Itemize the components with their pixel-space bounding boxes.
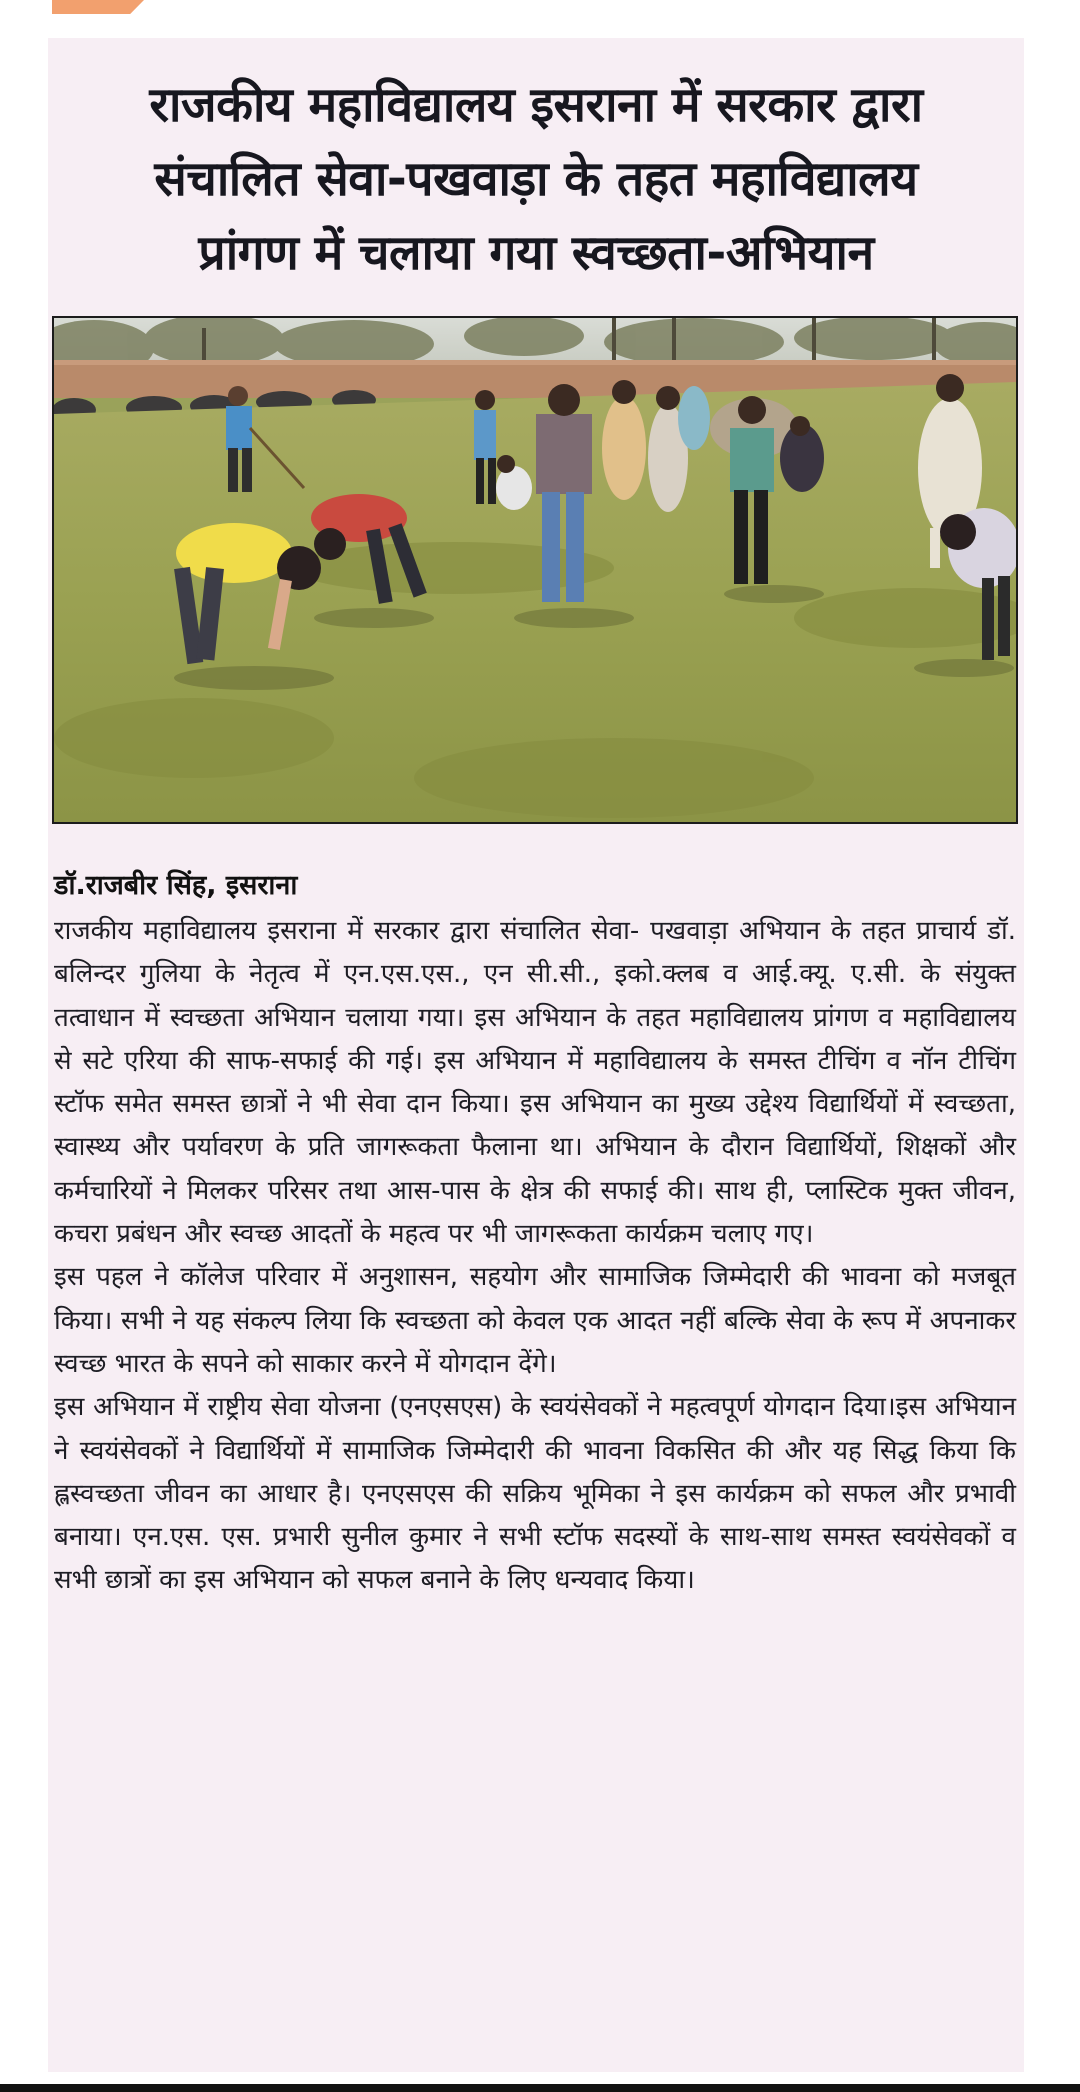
bottom-rule — [0, 2084, 1080, 2092]
paragraph-3: इस अभियान में राष्ट्रीय सेवा योजना (एनएसएस) के स्वयंसेवकों ने महत्वपूर्ण योगदान दिया।इस अभियान ने स्वयंसेवकों ने विद्यार्थियों में सामाजिक जिम्मेदारी की भावना विकसित की और यह सिद्ध किया कि ह्लस्वच्छता जीवन का आधार है। एनएसएस की सक्रिय भूमिका ने इस कार्यक्रम को सफल और प्रभावी बनाया। एन.एस. एस. प्रभारी सुनील कुमार ने सभी स्टॉफ सदस्यों के साथ-साथ समस्त स्वयंसेवकों व सभी छात्रों का इस अभियान को सफल बनाने के लिए धन्यवाद किया। — [54, 1392, 1016, 1596]
photo-image — [54, 318, 1016, 822]
news-photo — [52, 316, 1018, 824]
article-body — [54, 910, 1016, 1603]
headline-line-3: प्रांगण में चलाया गया स्वच्छता-अभियान — [198, 225, 874, 281]
paragraph-1: राजकीय महाविद्यालय इसराना में सरकार द्वारा संचालित सेवा- पखवाड़ा अभियान के तहत प्राचार्य डॉ. बलिन्दर गुलिया के नेतृत्व में एन.एस.एस., एन सी.सी., इको.क्लब व आई.क्यू. ए.सी. के संयुक्त तत्वाधान में स्वच्छता अभियान चलाया गया। इस अभियान के तहत महाविद्यालय प्रांगण व महाविद्यालय से सटे एरिया की साफ-सफाई की गई। इस अभियान में महाविद्यालय के समस्त टीचिंग व नॉन टीचिंग स्टॉफ समेत समस्त छात्रों ने भी सेवा दान किया। इस अभियान का मुख्य उद्देश्य विद्यार्थियों में स्वच्छता, स्वास्थ्य और पर्यावरण के प्रति जागरूकता फैलाना था। अभियान के दौरान विद्यार्थियों, शिक्षकों और कर्मचारियों ने मिलकर परिसर तथा आस-पास के क्षेत्र की सफाई की। साथ ही, प्लास्टिक मुक्त जीवन, कचरा प्रबंधन और स्वच्छ आदतों के महत्व पर भी जागरूकता कार्यक्रम चलाए गए। — [54, 916, 1016, 1250]
headline-line-2: संचालित सेवा-पखवाड़ा के तहत महाविद्यालय — [154, 151, 918, 207]
headline-line-1: राजकीय महाविद्यालय इसराना में सरकार द्वारा — [149, 77, 923, 133]
headline — [48, 68, 1024, 290]
paragraph-2: इस पहल ने कॉलेज परिवार में अनुशासन, सहयोग और सामाजिक जिम्मेदारी की भावना को मजबूत किया। सभी ने यह संकल्प लिया कि स्वच्छता को केवल एक आदत नहीं बल्कि सेवा के रूप में अपनाकर स्वच्छ भारत के सपने को साकार करने में योगदान देंगे। — [54, 1262, 1016, 1379]
newspaper-clipping — [48, 38, 1024, 2072]
byline: डॉ.राजबीर सिंह, इसराना — [54, 870, 298, 901]
corner-tab-decoration — [52, 0, 144, 14]
